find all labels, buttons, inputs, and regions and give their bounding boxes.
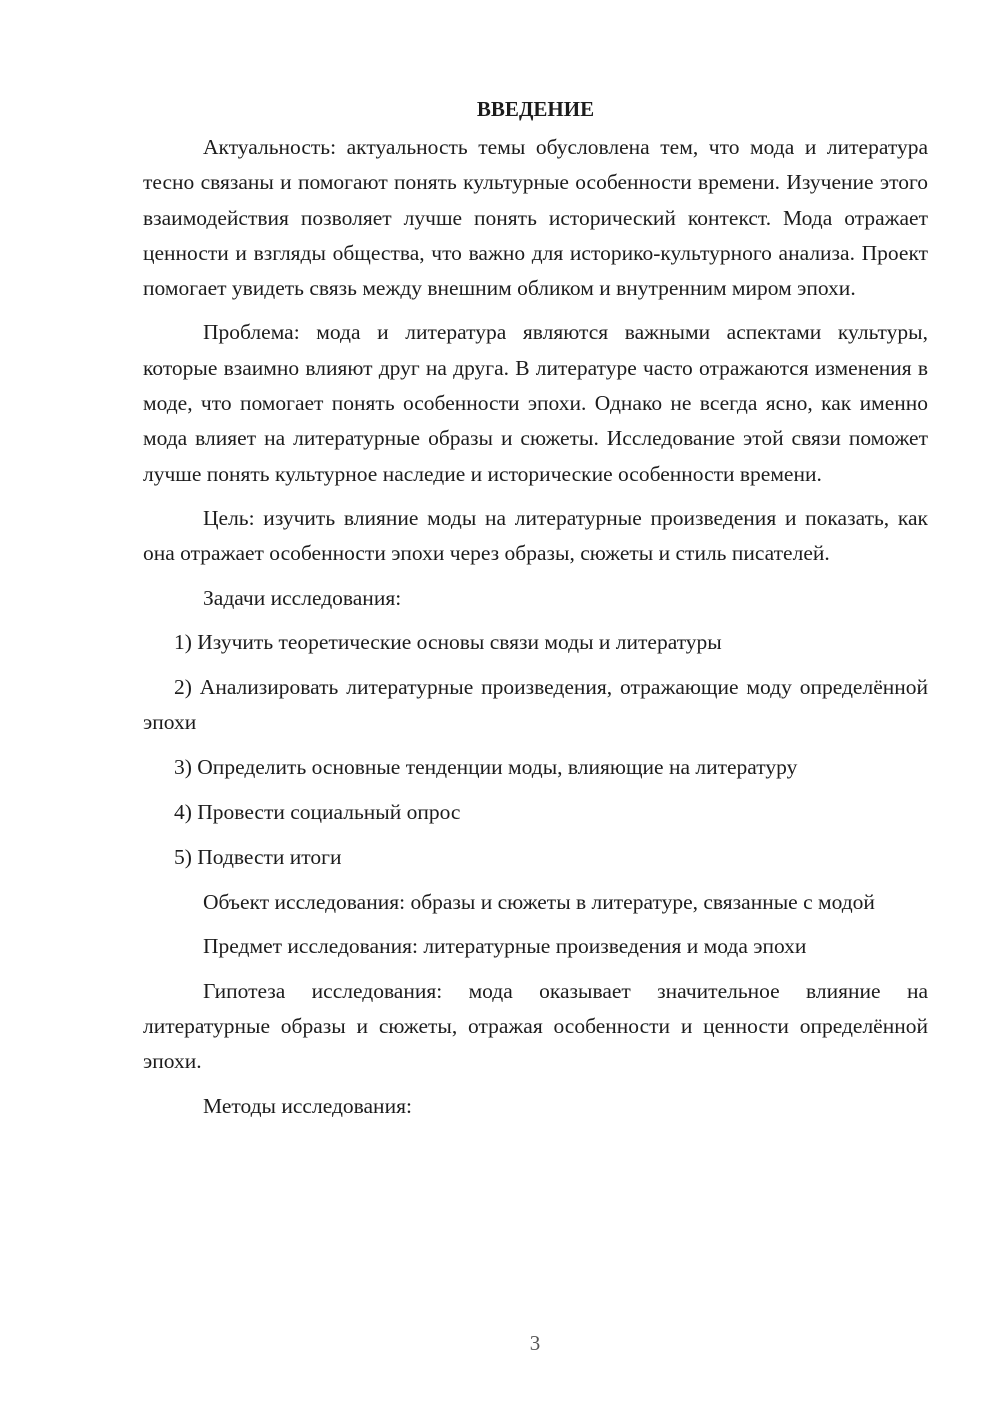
list-item: 3) Определить основные тенденции моды, влияющие на литературу: [174, 755, 798, 780]
document-page: [143, 92, 928, 1133]
page-number: 3: [529, 1331, 541, 1355]
page-title: ВВЕДЕНИЕ: [476, 97, 595, 121]
list-item: 4) Провести социальный опрос: [174, 800, 461, 825]
hypothesis-paragraph: Гипотеза исследования: мода оказывает значительное влияние на литературные образы и сюжеты, отражая особенности и ценности определённой эпохи.: [143, 978, 928, 1074]
list-item: 2) Анализировать литературные произведения, отражающие моду определённой эпохи: [143, 674, 928, 735]
subject-paragraph: Предмет исследования: литературные произведения и мода эпохи: [203, 934, 807, 959]
problem-paragraph: Проблема: мода и литература являются важными аспектами культуры, которые взаимно влияют друг на друга. В литературе часто отражаются изменения в моде, что помогает понять особенности эпохи. Однако не всегда ясно, как именно мода влияет на литературные образы и сюжеты. Исследование этой связи поможет лучше понять культурное наследие и исторические особенности времени.: [143, 320, 928, 486]
object-paragraph: Объект исследования: образы и сюжеты в литературе, связанные с модой: [203, 890, 875, 915]
methods-heading: Методы исследования:: [203, 1093, 412, 1118]
list-item: 1) Изучить теоретические основы связи моды и литературы: [174, 629, 722, 654]
goal-paragraph: Цель: изучить влияние моды на литературные произведения и показать, как она отражает особенности эпохи через образы, сюжеты и стиль писателей.: [143, 505, 928, 566]
list-item: 5) Подвести итоги: [174, 845, 342, 870]
tasks-list: [143, 625, 928, 876]
relevance-paragraph: Актуальность: актуальность темы обусловлена тем, что мода и литература тесно связаны и помогают понять культурные особенности времени. Изучение этого взаимодействия позволяет лучше понять исторический контекст. Мода отражает ценности и взгляды общества, что важно для историко-культурного анализа. Проект помогает увидеть связь между внешним обликом и внутренним миром эпохи.: [143, 135, 928, 301]
tasks-heading: Задачи исследования:: [203, 585, 402, 610]
